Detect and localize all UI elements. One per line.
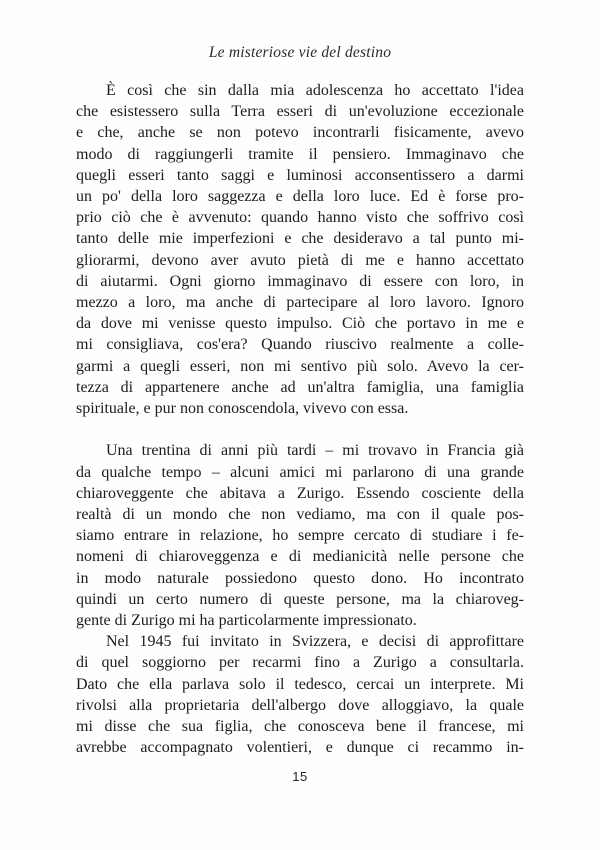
text-line: da qualche tempo – alcuni amici mi parlarono di una grande xyxy=(76,463,524,481)
text-line: mezzo a loro, ma anche di partecipare al loro lavoro. Ignoro xyxy=(76,294,524,312)
text-line: È così che sin dalla mia adolescenza ho accettato l'idea xyxy=(106,82,524,99)
text-line: in modo naturale possiedono questo dono. Ho incontrato xyxy=(76,569,524,587)
text-line: nomeni di chiaroveggenza e di medianicità nelle persone che xyxy=(76,548,524,566)
text-line: modo di raggiungerli tramite il pensiero. Immaginavo che xyxy=(76,145,524,163)
text-line: chiaroveggente che abitava a Zurigo. Essendo cosciente della xyxy=(76,484,524,502)
running-head: Le misteriose vie del destino xyxy=(208,44,392,61)
text-line: e che, anche se non potevo incontrarli fisicamente, avevo xyxy=(76,124,524,142)
paragraph xyxy=(76,631,524,758)
text-line: quegli esseri tanto saggi e luminosi acconsentissero a darmi xyxy=(76,166,524,184)
text-line: Una trentina di anni più tardi – mi trovavo in Francia già xyxy=(106,442,524,460)
text-line: tezza di appartenere anche ad un'altra famiglia, una famiglia xyxy=(76,378,524,396)
text-line: siamo entrare in relazione, ho sempre cercato di studiare i fe- xyxy=(76,527,524,545)
text-line: di aiutarmi. Ogni giorno immaginavo di essere con loro, in xyxy=(76,272,524,290)
text-line: prio ciò che è avvenuto: quando hanno visto che soffrivo così xyxy=(76,209,524,227)
text-line: spirituale, e pur non conoscendola, vivevo con essa. xyxy=(76,400,409,418)
text-line: mi consigliava, cos'era? Quando riuscivo realmente a colle- xyxy=(76,336,524,354)
text-line: da dove mi venisse questo impulso. Ciò che portavo in me e xyxy=(76,315,524,333)
text-line: gente di Zurigo mi ha particolarmente impressionato. xyxy=(76,612,417,630)
text-line: quindi un certo numero di queste persone, ma la chiaroveg- xyxy=(76,590,524,608)
body-text xyxy=(76,80,524,758)
text-line: Dato che ella parlava solo il tedesco, cercai un interprete. Mi xyxy=(76,675,524,693)
text-line: avrebbe accompagnato volentieri, e dunque ci recammo in- xyxy=(76,739,524,757)
text-line: tanto delle mie imperfezioni e che desideravo a tal punto mi- xyxy=(76,230,524,248)
page-number: 15 xyxy=(292,769,308,784)
text-line: realtà di un mondo che non vediamo, ma con il quale pos- xyxy=(76,506,524,524)
text-line: garmi a quegli esseri, non mi sentivo più solo. Avevo la cer- xyxy=(76,357,524,375)
paragraph xyxy=(76,440,524,631)
text-line: un po' della loro saggezza e della loro luce. Ed è forse pro- xyxy=(76,188,524,206)
text-line: mi disse che sua figlia, che conosceva bene il francese, mi xyxy=(76,718,524,736)
text-line: Nel 1945 fui invitato in Svizzera, e decisi di approfittare xyxy=(106,633,524,651)
text-line: di quel soggiorno per recarmi fino a Zurigo a consultarla. xyxy=(76,654,524,672)
paragraph xyxy=(76,80,524,419)
text-line: che esistessero sulla Terra esseri di un'evoluzione eccezionale xyxy=(76,103,524,121)
text-line: rivolsi alla proprietaria dell'albergo dove alloggiavo, la quale xyxy=(76,696,524,714)
text-line: gliorarmi, devono aver avuto pietà di me e hanno accettato xyxy=(76,251,524,269)
